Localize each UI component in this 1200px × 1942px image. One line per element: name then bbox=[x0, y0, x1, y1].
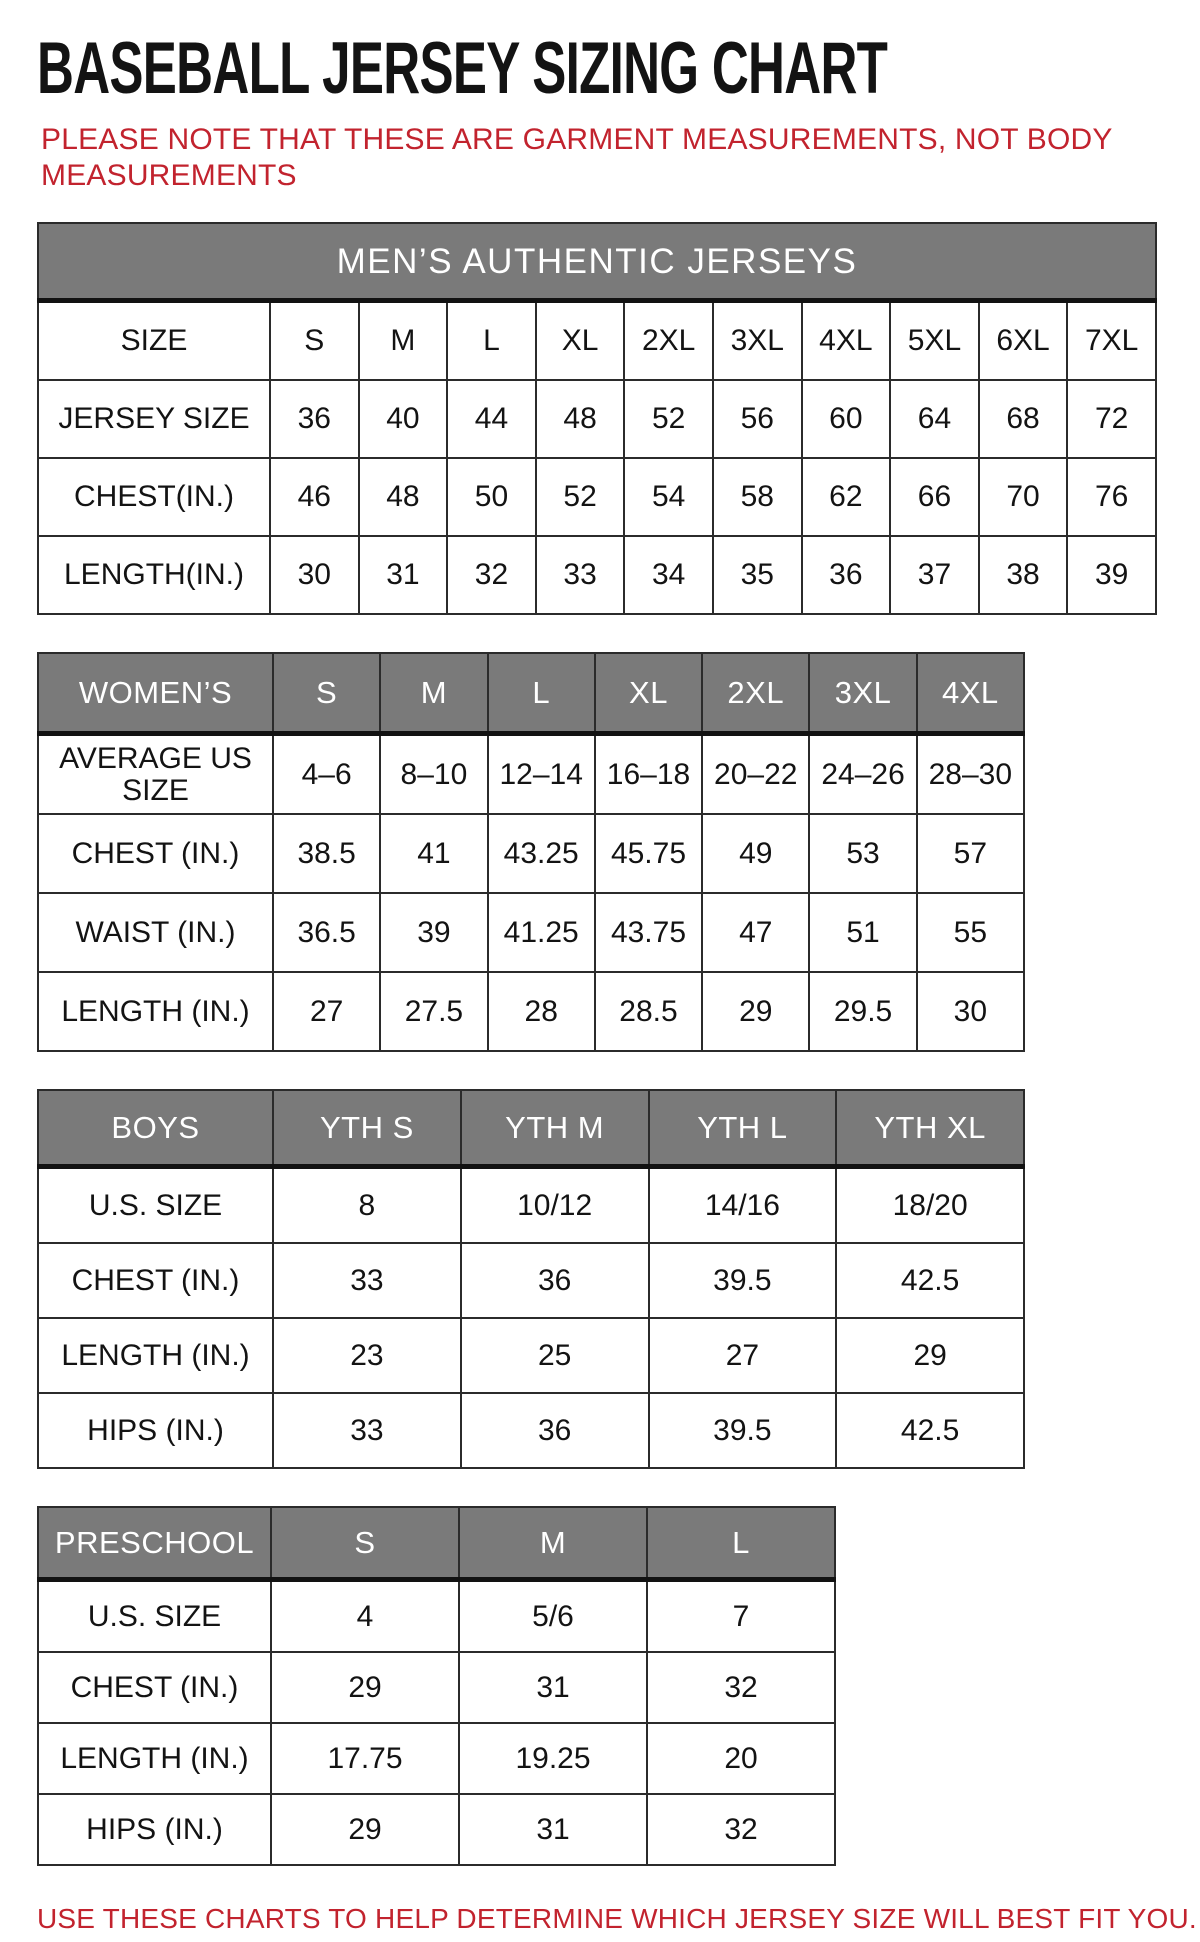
cell-value: 56 bbox=[713, 380, 802, 458]
cell-value: 42.5 bbox=[836, 1243, 1024, 1318]
cell-value: 25 bbox=[461, 1318, 649, 1393]
cell-value: 66 bbox=[890, 458, 979, 536]
table-row bbox=[38, 1723, 835, 1794]
row-label: LENGTH(IN.) bbox=[38, 536, 270, 614]
sizing-table-womens bbox=[37, 652, 1025, 1052]
cell-value: 52 bbox=[536, 458, 625, 536]
cell-value: 55 bbox=[917, 893, 1024, 972]
column-header: 6XL bbox=[979, 301, 1068, 381]
cell-value: 60 bbox=[802, 380, 891, 458]
cell-value: 44 bbox=[447, 380, 536, 458]
row-label: HIPS (IN.) bbox=[38, 1393, 273, 1468]
cell-value: 37 bbox=[890, 536, 979, 614]
column-header: 2XL bbox=[702, 653, 809, 734]
table-corner-label: PRESCHOOL bbox=[38, 1507, 271, 1580]
row-label: WAIST (IN.) bbox=[38, 893, 273, 972]
column-header: XL bbox=[536, 301, 625, 381]
table-row bbox=[38, 1794, 835, 1865]
row-label: U.S. SIZE bbox=[38, 1580, 271, 1653]
sizing-tables-container bbox=[37, 222, 1170, 1866]
table-corner-label: WOMEN’S bbox=[38, 653, 273, 734]
cell-value: 42.5 bbox=[836, 1393, 1024, 1468]
cell-value: 23 bbox=[273, 1318, 461, 1393]
cell-value: 28–30 bbox=[917, 734, 1024, 815]
cell-value: 32 bbox=[447, 536, 536, 614]
cell-value: 29.5 bbox=[809, 972, 916, 1051]
cell-value: 33 bbox=[273, 1243, 461, 1318]
row-label: LENGTH (IN.) bbox=[38, 1723, 271, 1794]
table-banner-title: MEN’S AUTHENTIC JERSEYS bbox=[38, 223, 1156, 301]
cell-value: 30 bbox=[270, 536, 359, 614]
table-row bbox=[38, 972, 1024, 1051]
cell-value: 4 bbox=[271, 1580, 459, 1653]
cell-value: 41.25 bbox=[488, 893, 595, 972]
cell-value: 39.5 bbox=[649, 1243, 837, 1318]
table-corner-label: SIZE bbox=[38, 301, 270, 381]
column-header: 4XL bbox=[917, 653, 1024, 734]
fit-advice-note: USE THESE CHARTS TO HELP DETERMINE WHICH JERSEY SIZE WILL BEST FIT YOU. bbox=[37, 1903, 1197, 1935]
table-row bbox=[38, 1167, 1024, 1244]
cell-value: 31 bbox=[459, 1652, 647, 1723]
row-label: CHEST(IN.) bbox=[38, 458, 270, 536]
row-label: U.S. SIZE bbox=[38, 1167, 273, 1244]
column-header: S bbox=[270, 301, 359, 381]
row-label: HIPS (IN.) bbox=[38, 1794, 271, 1865]
sizing-table-preschool bbox=[37, 1506, 836, 1866]
row-label: CHEST (IN.) bbox=[38, 814, 273, 893]
row-label: LENGTH (IN.) bbox=[38, 972, 273, 1051]
column-header: YTH M bbox=[461, 1090, 649, 1167]
cell-value: 58 bbox=[713, 458, 802, 536]
cell-value: 41 bbox=[380, 814, 487, 893]
row-label: CHEST (IN.) bbox=[38, 1652, 271, 1723]
cell-value: 35 bbox=[713, 536, 802, 614]
cell-value: 39 bbox=[1067, 536, 1156, 614]
cell-value: 40 bbox=[359, 380, 448, 458]
cell-value: 34 bbox=[624, 536, 713, 614]
cell-value: 57 bbox=[917, 814, 1024, 893]
row-label: CHEST (IN.) bbox=[38, 1243, 273, 1318]
cell-value: 28 bbox=[488, 972, 595, 1051]
cell-value: 49 bbox=[702, 814, 809, 893]
table-row bbox=[38, 1580, 835, 1653]
column-header: L bbox=[647, 1507, 835, 1580]
column-header: M bbox=[380, 653, 487, 734]
column-header-row bbox=[38, 301, 1156, 381]
cell-value: 14/16 bbox=[649, 1167, 837, 1244]
column-header: YTH S bbox=[273, 1090, 461, 1167]
cell-value: 29 bbox=[836, 1318, 1024, 1393]
cell-value: 70 bbox=[979, 458, 1068, 536]
table-banner-row bbox=[38, 223, 1156, 301]
cell-value: 64 bbox=[890, 380, 979, 458]
cell-value: 33 bbox=[536, 536, 625, 614]
cell-value: 28.5 bbox=[595, 972, 702, 1051]
table-row bbox=[38, 536, 1156, 614]
table-row bbox=[38, 380, 1156, 458]
table-corner-label: BOYS bbox=[38, 1090, 273, 1167]
cell-value: 18/20 bbox=[836, 1167, 1024, 1244]
cell-value: 54 bbox=[624, 458, 713, 536]
column-header: M bbox=[359, 301, 448, 381]
cell-value: 72 bbox=[1067, 380, 1156, 458]
column-header: 7XL bbox=[1067, 301, 1156, 381]
table-row bbox=[38, 734, 1024, 815]
cell-value: 32 bbox=[647, 1794, 835, 1865]
cell-value: 31 bbox=[459, 1794, 647, 1865]
cell-value: 53 bbox=[809, 814, 916, 893]
sizing-table-mens bbox=[37, 222, 1157, 615]
column-header: 3XL bbox=[713, 301, 802, 381]
column-header: 2XL bbox=[624, 301, 713, 381]
cell-value: 7 bbox=[647, 1580, 835, 1653]
table-row bbox=[38, 893, 1024, 972]
cell-value: 39.5 bbox=[649, 1393, 837, 1468]
cell-value: 38.5 bbox=[273, 814, 380, 893]
cell-value: 32 bbox=[647, 1652, 835, 1723]
cell-value: 52 bbox=[624, 380, 713, 458]
cell-value: 76 bbox=[1067, 458, 1156, 536]
cell-value: 29 bbox=[271, 1652, 459, 1723]
cell-value: 48 bbox=[359, 458, 448, 536]
cell-value: 62 bbox=[802, 458, 891, 536]
cell-value: 68 bbox=[979, 380, 1068, 458]
column-header-row bbox=[38, 1090, 1024, 1167]
column-header: YTH L bbox=[649, 1090, 837, 1167]
cell-value: 36.5 bbox=[273, 893, 380, 972]
cell-value: 45.75 bbox=[595, 814, 702, 893]
column-header: S bbox=[271, 1507, 459, 1580]
cell-value: 43.25 bbox=[488, 814, 595, 893]
cell-value: 33 bbox=[273, 1393, 461, 1468]
row-label: AVERAGE US SIZE bbox=[38, 734, 273, 815]
cell-value: 16–18 bbox=[595, 734, 702, 815]
table-row bbox=[38, 1318, 1024, 1393]
cell-value: 47 bbox=[702, 893, 809, 972]
cell-value: 5/6 bbox=[459, 1580, 647, 1653]
column-header: S bbox=[273, 653, 380, 734]
cell-value: 10/12 bbox=[461, 1167, 649, 1244]
cell-value: 36 bbox=[270, 380, 359, 458]
cell-value: 36 bbox=[461, 1243, 649, 1318]
cell-value: 48 bbox=[536, 380, 625, 458]
cell-value: 39 bbox=[380, 893, 487, 972]
sizing-table-boys bbox=[37, 1089, 1025, 1469]
cell-value: 4–6 bbox=[273, 734, 380, 815]
column-header: L bbox=[447, 301, 536, 381]
cell-value: 29 bbox=[271, 1794, 459, 1865]
cell-value: 36 bbox=[461, 1393, 649, 1468]
column-header: M bbox=[459, 1507, 647, 1580]
cell-value: 8 bbox=[273, 1167, 461, 1244]
cell-value: 31 bbox=[359, 536, 448, 614]
column-header: 5XL bbox=[890, 301, 979, 381]
cell-value: 43.75 bbox=[595, 893, 702, 972]
cell-value: 20 bbox=[647, 1723, 835, 1794]
table-row bbox=[38, 1243, 1024, 1318]
cell-value: 27 bbox=[273, 972, 380, 1051]
cell-value: 19.25 bbox=[459, 1723, 647, 1794]
cell-value: 38 bbox=[979, 536, 1068, 614]
column-header: YTH XL bbox=[836, 1090, 1024, 1167]
cell-value: 8–10 bbox=[380, 734, 487, 815]
table-row bbox=[38, 458, 1156, 536]
row-label: JERSEY SIZE bbox=[38, 380, 270, 458]
cell-value: 24–26 bbox=[809, 734, 916, 815]
column-header: 3XL bbox=[809, 653, 916, 734]
cell-value: 46 bbox=[270, 458, 359, 536]
column-header-row bbox=[38, 1507, 835, 1580]
column-header-row bbox=[38, 653, 1024, 734]
table-row bbox=[38, 1393, 1024, 1468]
cell-value: 20–22 bbox=[702, 734, 809, 815]
garment-measurements-note: PLEASE NOTE THAT THESE ARE GARMENT MEASUREMENTS, NOT BODY MEASUREMENTS bbox=[41, 123, 1113, 193]
cell-value: 27 bbox=[649, 1318, 837, 1393]
cell-value: 27.5 bbox=[380, 972, 487, 1051]
table-row bbox=[38, 1652, 835, 1723]
table-row bbox=[38, 814, 1024, 893]
column-header: XL bbox=[595, 653, 702, 734]
cell-value: 17.75 bbox=[271, 1723, 459, 1794]
column-header: L bbox=[488, 653, 595, 734]
row-label: LENGTH (IN.) bbox=[38, 1318, 273, 1393]
column-header: 4XL bbox=[802, 301, 891, 381]
page-title: BASEBALL JERSEY SIZING CHART bbox=[37, 28, 888, 109]
cell-value: 50 bbox=[447, 458, 536, 536]
cell-value: 36 bbox=[802, 536, 891, 614]
cell-value: 30 bbox=[917, 972, 1024, 1051]
cell-value: 12–14 bbox=[488, 734, 595, 815]
cell-value: 29 bbox=[702, 972, 809, 1051]
cell-value: 51 bbox=[809, 893, 916, 972]
